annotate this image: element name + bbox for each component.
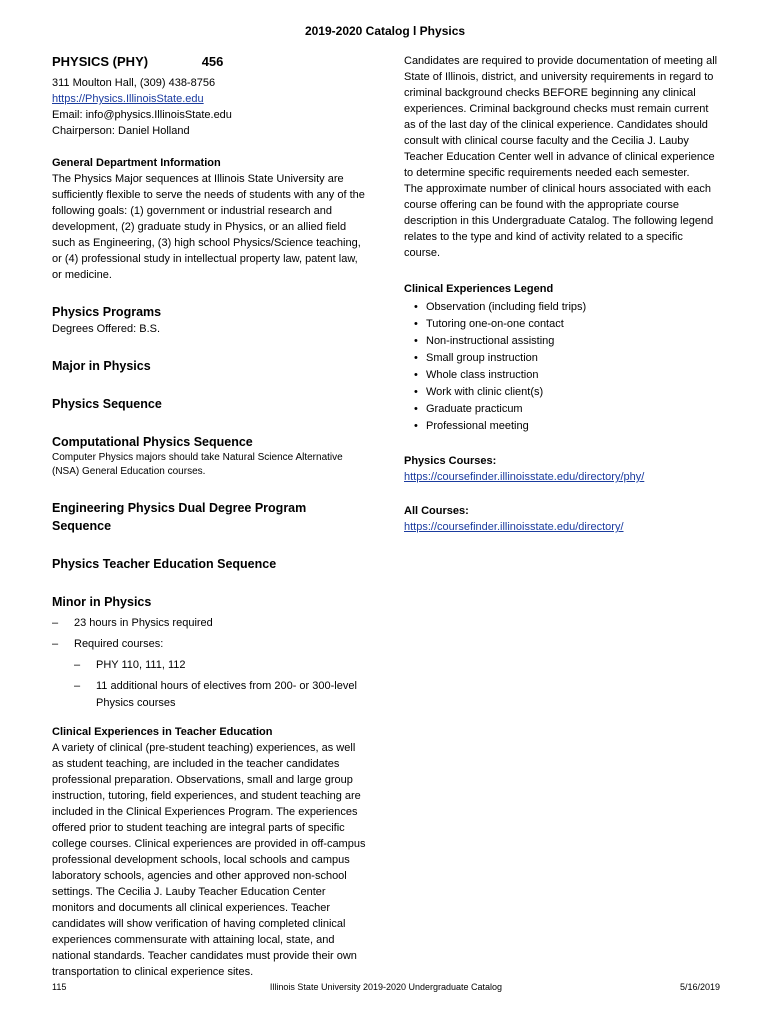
list-item: – 23 hours in Physics required xyxy=(52,615,368,632)
degrees-offered: Degrees Offered: B.S. xyxy=(52,323,161,335)
general-info-text: The Physics Major sequences at Illinois State University are sufficiently flexible to serve the needs of students with any of the following goals: (1) government or industrial research and development, (2) graduate study in Physics, or an allied field such as Engineering, (3) high school Physics/Science teaching, or (4) professional study in intellectual property law, patent law, or medicine. xyxy=(52,173,365,281)
minor-heading: Minor in Physics xyxy=(52,595,152,609)
list-item: • Non-instructional assisting xyxy=(404,333,720,350)
department-website-link[interactable]: https://Physics.IllinoisState.edu xyxy=(52,93,204,105)
minor-requirements-list xyxy=(52,615,368,712)
list-item: • Observation (including field trips) xyxy=(404,299,720,316)
list-item: – PHY 110, 111, 112 xyxy=(74,657,368,674)
list-item: • Tutoring one-on-one contact xyxy=(404,316,720,333)
all-courses-link[interactable]: https://coursefinder.illinoisstate.edu/directory/ xyxy=(404,521,624,533)
footer-catalog-title: Illinois State University 2019-2020 Undergraduate Catalog xyxy=(269,982,503,992)
required-courses-list xyxy=(74,657,368,712)
clinical-legend-list xyxy=(404,299,720,435)
department-code: 456 xyxy=(201,54,224,69)
programs-heading: Physics Programs xyxy=(52,305,162,319)
department-name: PHYSICS (PHY) xyxy=(52,54,149,69)
computational-sequence-heading: Computational Physics Sequence xyxy=(52,435,253,449)
major-heading: Major in Physics xyxy=(52,359,151,373)
page-number: 115 xyxy=(52,982,67,992)
clinical-hours-text: The approximate number of clinical hours associated with each course offering can be found with the appropriate course description in this Undergraduate Catalog. The following legend relates to the type and kind of activity related to a specific course. xyxy=(404,183,714,259)
clinical-legend-heading: Clinical Experiences Legend xyxy=(404,283,554,295)
department-title xyxy=(52,53,368,71)
department-email: Email: info@physics.IllinoisState.edu xyxy=(52,109,232,121)
computational-sequence-note: Computer Physics majors should take Natural Science Alternative (NSA) General Education courses. xyxy=(52,452,343,477)
physics-sequence-heading: Physics Sequence xyxy=(52,397,162,411)
general-info-heading: General Department Information xyxy=(52,157,221,169)
background-check-text: Candidates are required to provide documentation of meeting all State of Illinois, district, and university requirements in regard to criminal background checks BEFORE beginning any clinical experiences. Criminal background checks must remain current as of the last day of the clinical experience. Candidates should consult with clinical course faculty and the Cecilia J. Lauby Teacher Education Center well in advance of clinical experience to determine specific requirements needed each semester. xyxy=(404,55,718,179)
footer-date: 5/16/2019 xyxy=(679,982,720,992)
list-item: • Professional meeting xyxy=(404,418,720,435)
page-title: 2019-2020 Catalog l Physics xyxy=(304,24,466,38)
department-address: 311 Moulton Hall, (309) 438-8756 xyxy=(52,77,216,89)
left-column xyxy=(52,53,368,980)
contact-block xyxy=(52,75,368,139)
physics-courses-link[interactable]: https://coursefinder.illinoisstate.edu/directory/phy/ xyxy=(404,471,645,483)
list-item xyxy=(52,636,368,712)
list-item: • Whole class instruction xyxy=(404,367,720,384)
clinical-experiences-text: A variety of clinical (pre-student teaching) experiences, as well as student teaching, are included in the teacher candidates professional preparation. Observations, small and large group instruction, tutoring, field experiences, and student teaching are included in the Clinical Experiences Program. The experiences offered prior to student teaching are integral parts of specific college courses. Clinical experiences are provided in off-campus professional development schools, local schools and campus laboratory schools, agencies and other approved non-school settings. The Cecilia J. Lauby Teacher Education Center monitors and documents all clinical experiences. Teacher candidates will show verification of having completed clinical experiences commensurate with attaining local, state, and national standards. Teacher candidates must provide their own transportation to clinical experience sites. xyxy=(52,742,366,978)
list-item: • Work with clinic client(s) xyxy=(404,384,720,401)
teacher-education-sequence-heading: Physics Teacher Education Sequence xyxy=(52,557,277,571)
list-item: • Small group instruction xyxy=(404,350,720,367)
list-item: – 11 additional hours of electives from 200- or 300-level Physics courses xyxy=(74,678,368,712)
list-item: • Graduate practicum xyxy=(404,401,720,418)
right-column xyxy=(404,53,720,535)
clinical-experiences-heading: Clinical Experiences in Teacher Education xyxy=(52,726,273,738)
engineering-sequence-heading: Engineering Physics Dual Degree Program Sequence xyxy=(52,501,307,533)
department-chair: Chairperson: Daniel Holland xyxy=(52,125,190,137)
all-courses-heading: All Courses: xyxy=(404,505,469,517)
list-item-label: Required courses: xyxy=(74,638,164,650)
physics-courses-heading: Physics Courses: xyxy=(404,455,497,467)
